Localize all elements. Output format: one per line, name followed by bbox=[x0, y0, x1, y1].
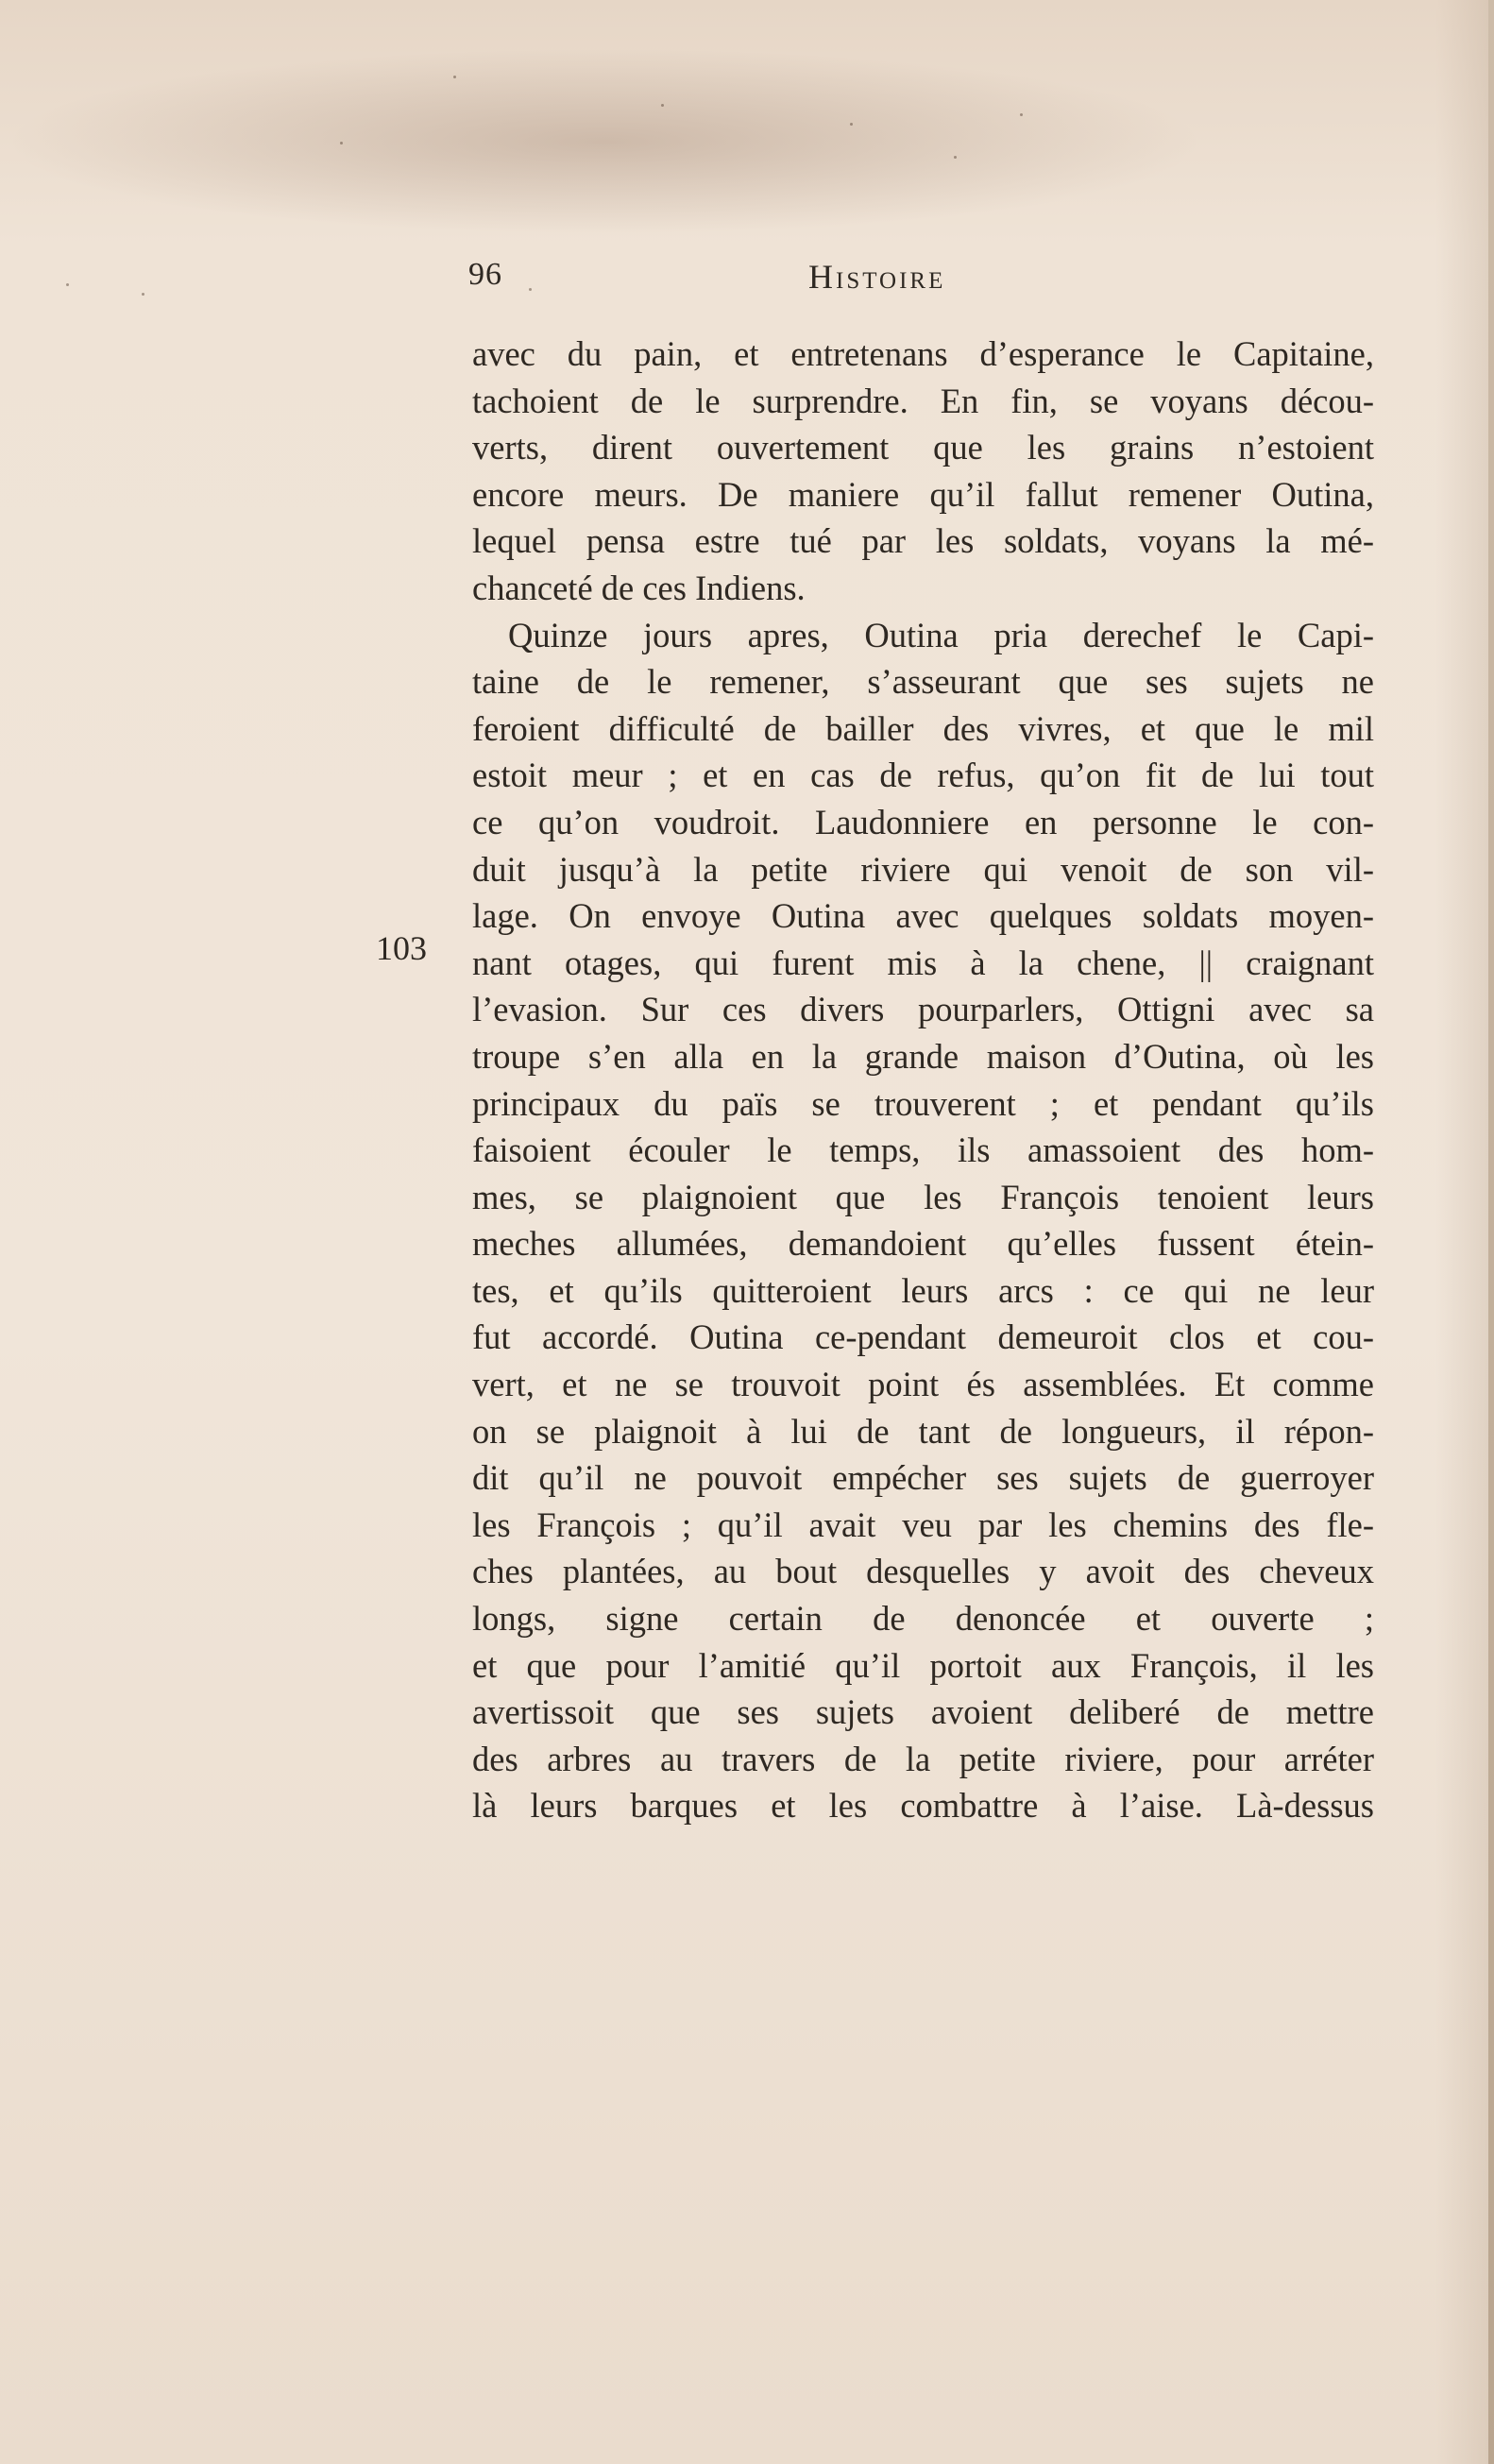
text-line: l’evasion. Sur ces divers pourparlers, Ottigni avec sa bbox=[472, 990, 1374, 1029]
text-line: mes, se plaignoient que les François tenoient leurs bbox=[472, 1177, 1374, 1216]
body-text bbox=[472, 331, 1374, 1829]
text-line: fut accordé. Outina ce-pendant demeuroit clos et cou- bbox=[472, 1317, 1374, 1357]
running-head bbox=[468, 257, 1413, 304]
speck bbox=[142, 293, 144, 296]
page-edge bbox=[1488, 0, 1494, 2464]
text-line: taine de le remener, s’asseurant que ses sujets ne bbox=[472, 662, 1374, 702]
text-line: feroient difficulté de bailler des vivres, et que le mil bbox=[472, 708, 1374, 748]
speck bbox=[66, 283, 69, 286]
text-line: meches allumées, demandoient qu’elles fussent étein- bbox=[472, 1224, 1374, 1264]
text-line: avertissoit que ses sujets avoient deliberé de mettre bbox=[472, 1692, 1374, 1732]
text-line: tachoient de le surprendre. En fin, se voyans décou- bbox=[472, 381, 1374, 420]
text-line: lequel pensa estre tué par les soldats, voyans la mé- bbox=[472, 521, 1374, 561]
speck bbox=[340, 142, 343, 144]
speck bbox=[661, 104, 664, 107]
text-line: faisoient écouler le temps, ils amassoient des hom- bbox=[472, 1130, 1374, 1170]
text-line: tes, et qu’ils quitteroient leurs arcs : ce qui ne leur bbox=[472, 1270, 1374, 1310]
text-line: duit jusqu’à la petite riviere qui venoit de son vil- bbox=[472, 849, 1374, 889]
text-line: là leurs barques et les combattre à l’aise. Là-dessus bbox=[472, 1786, 1374, 1826]
running-title: Histoire bbox=[808, 258, 946, 296]
text-line: estoit meur ; et en cas de refus, qu’on fit de lui tout bbox=[472, 756, 1374, 795]
speck bbox=[954, 156, 957, 159]
text-line: des arbres au travers de la petite riviere, pour arréter bbox=[472, 1739, 1374, 1778]
text-line: avec du pain, et entretenans d’esperance le Capitaine, bbox=[472, 334, 1374, 373]
text-line: nant otages, qui furent mis à la chene, || craignant bbox=[472, 943, 1374, 982]
text-line: verts, dirent ouvertement que les grains n’estoient bbox=[472, 428, 1374, 467]
text-line: ce qu’on voudroit. Laudonniere en personne le con- bbox=[472, 802, 1374, 841]
page-number: 96 bbox=[468, 257, 502, 292]
text-line: et que pour l’amitié qu’il portoit aux François, il les bbox=[472, 1645, 1374, 1685]
text-line: chanceté de ces Indiens. bbox=[472, 568, 806, 607]
text-line: encore meurs. De maniere qu’il fallut remener Outina, bbox=[472, 474, 1374, 514]
text-line: les François ; qu’il avait veu par les chemins des fle- bbox=[472, 1504, 1374, 1544]
margin-reference: 103 bbox=[376, 929, 427, 967]
text-line: Quinze jours apres, Outina pria derechef le Capi- bbox=[508, 615, 1374, 654]
text-line: ches plantées, au bout desquelles y avoit des cheveux bbox=[472, 1552, 1374, 1591]
text-line: troupe s’en alla en la grande maison d’Outina, où les bbox=[472, 1036, 1374, 1076]
text-line: dit qu’il ne pouvoit empécher ses sujets de guerroyer bbox=[472, 1458, 1374, 1498]
speck bbox=[850, 123, 853, 126]
speck bbox=[453, 76, 456, 78]
text-line: on se plaignoit à lui de tant de longueurs, il répon- bbox=[472, 1411, 1374, 1451]
text-line: vert, et ne se trouvoit point és assemblées. Et comme bbox=[472, 1365, 1374, 1404]
speck bbox=[1020, 113, 1023, 116]
text-line: lage. On envoye Outina avec quelques soldats moyen- bbox=[472, 896, 1374, 936]
text-line: principaux du païs se trouverent ; et pendant qu’ils bbox=[472, 1083, 1374, 1123]
text-line: longs, signe certain de denoncée et ouverte ; bbox=[472, 1599, 1374, 1639]
